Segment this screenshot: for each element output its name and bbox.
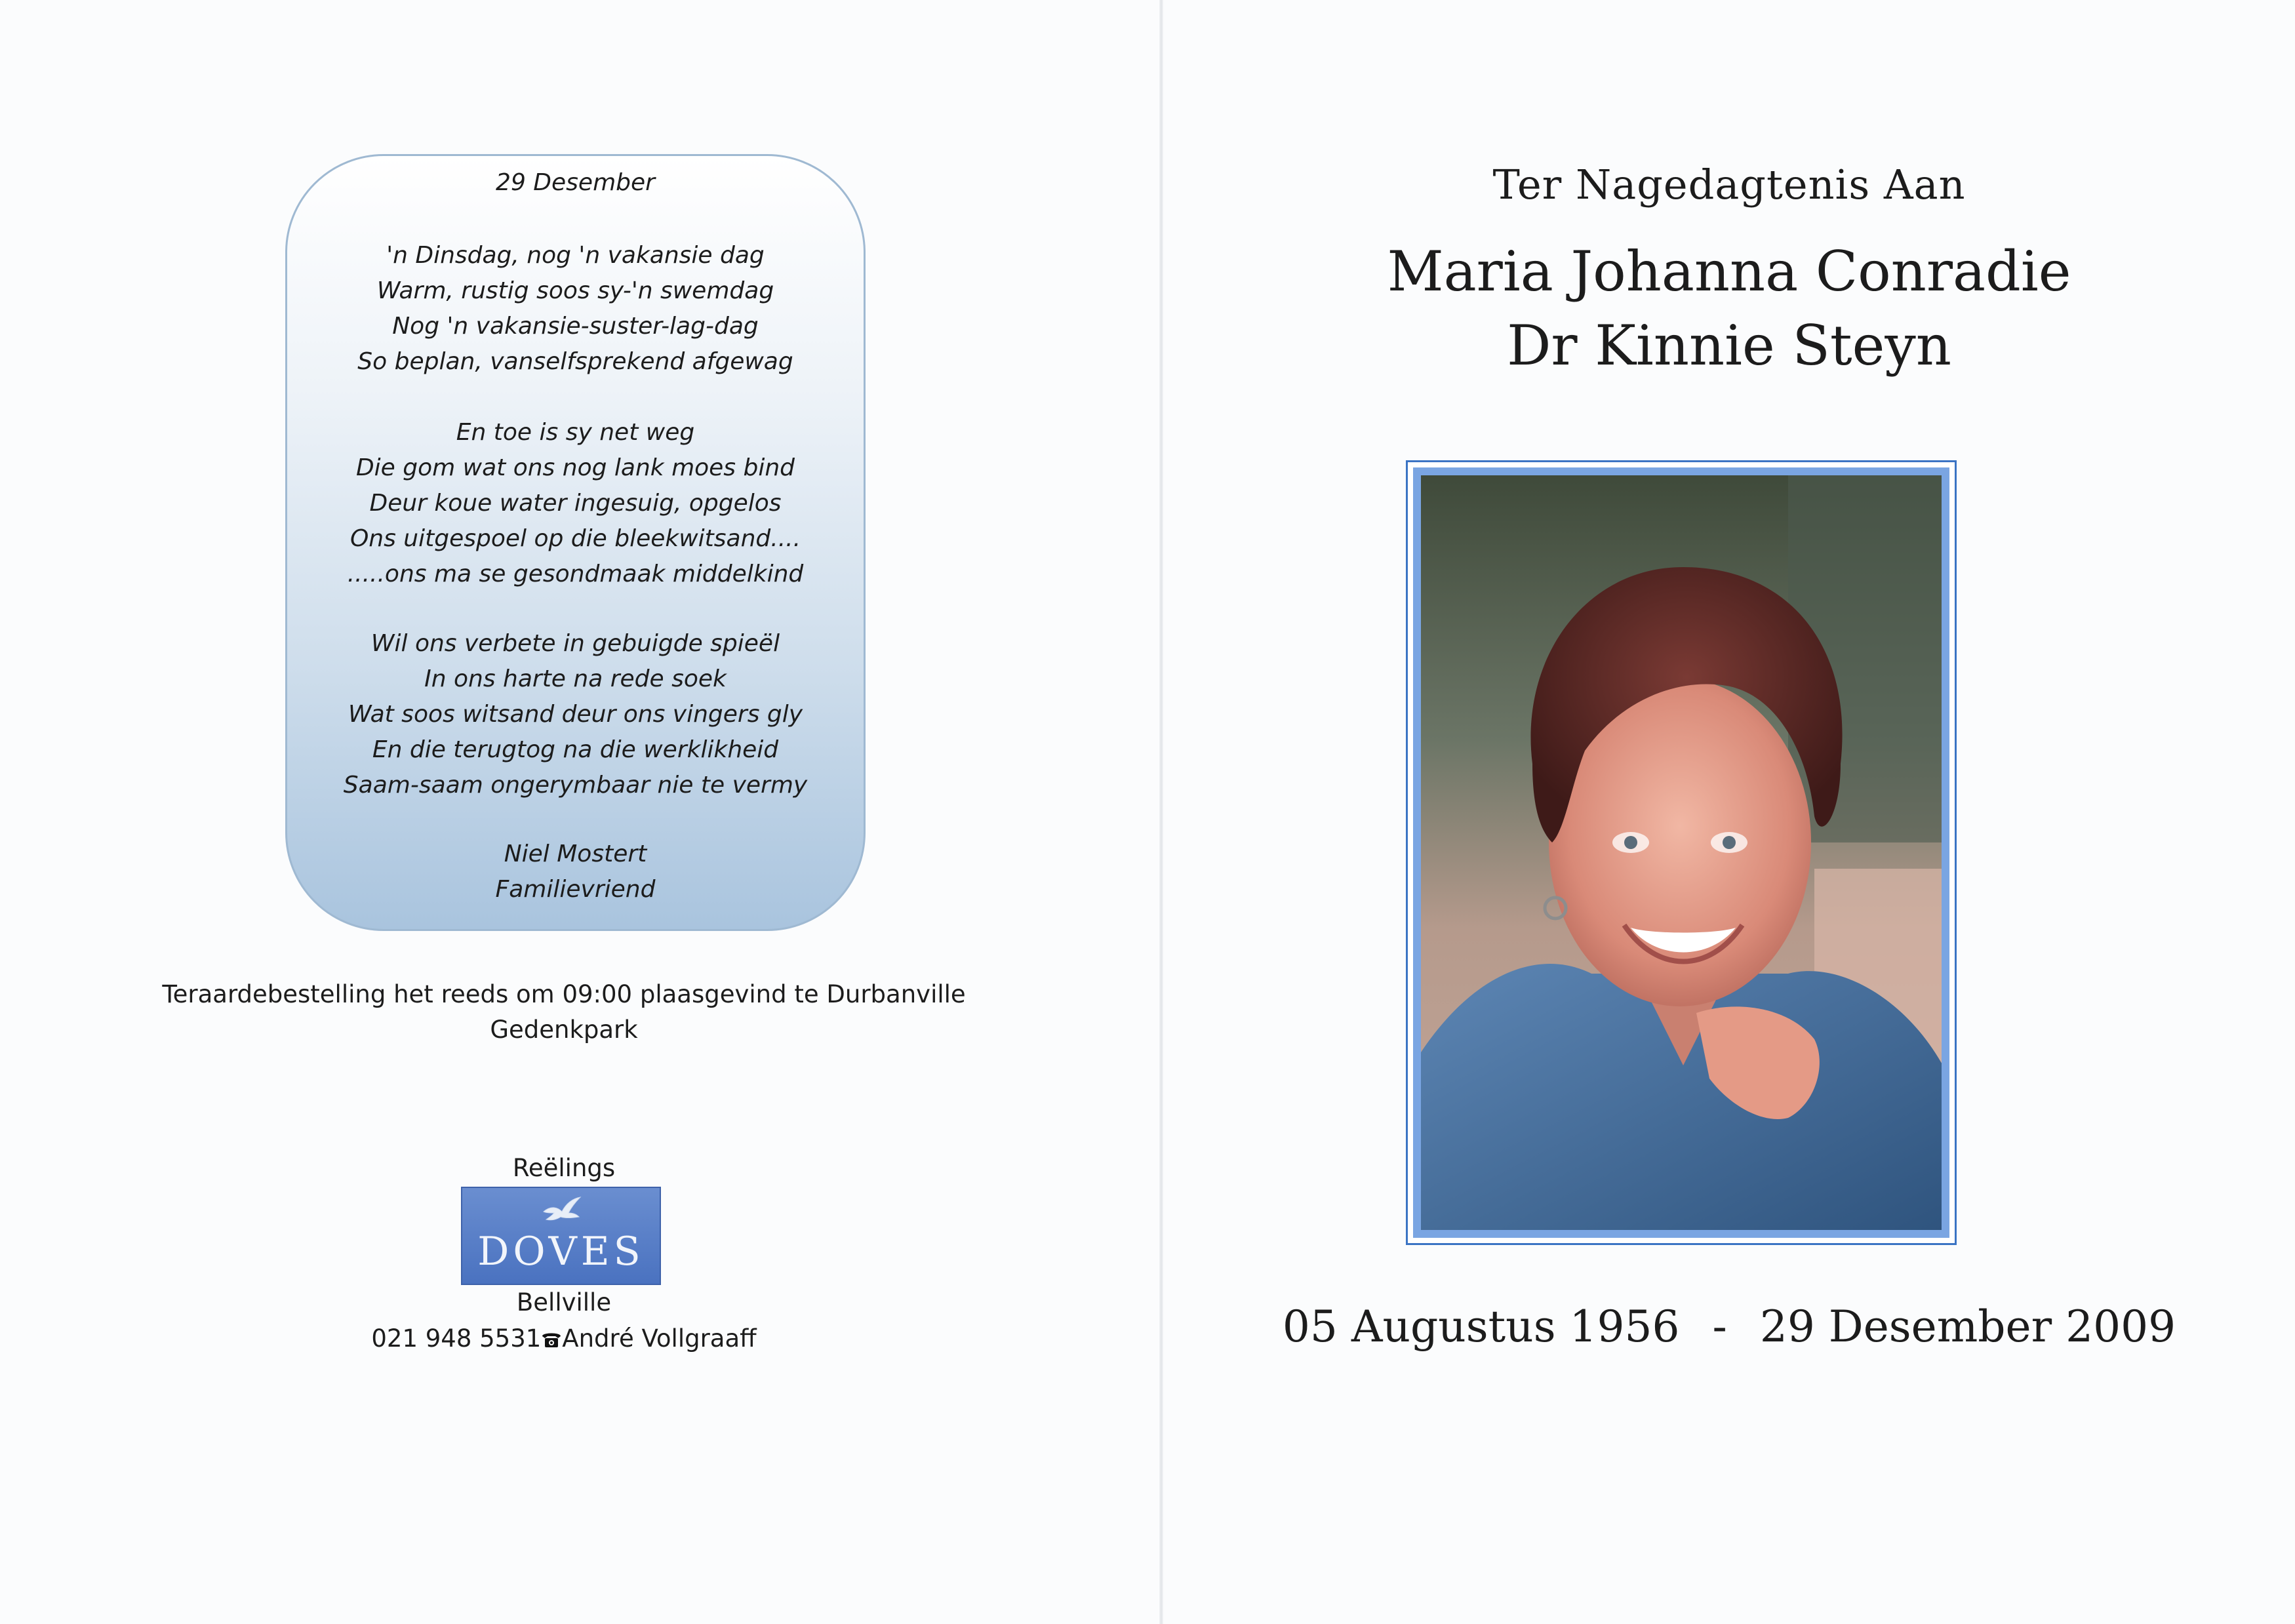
contact-name: André Vollgraaff xyxy=(562,1324,757,1353)
life-dates xyxy=(1163,1301,2295,1352)
portrait-frame xyxy=(1406,460,1957,1245)
poem-line: En die terugtog na die werklikheid xyxy=(372,736,779,763)
deceased-name-alias: Dr Kinnie Steyn xyxy=(1507,313,1951,378)
poem-title: 29 Desember xyxy=(496,169,655,196)
arrangements-contact xyxy=(328,1324,800,1355)
poem-line: Wat soos witsand deur ons vingers gly xyxy=(348,701,803,728)
arrangements-label: Reëlings xyxy=(512,1154,616,1182)
arrangements-branch: Bellville xyxy=(516,1288,612,1317)
poem-stanza-3 xyxy=(287,626,864,803)
poem-author-relation: Familievriend xyxy=(495,876,656,903)
burial-notice-line: Gedenkpark xyxy=(490,1016,638,1044)
poem-line: In ons harte na rede soek xyxy=(424,665,727,692)
poem-line: Saam-saam ongerymbaar nie te vermy xyxy=(343,772,808,799)
doves-logo-text: DOVES xyxy=(477,1229,645,1275)
doves-logo xyxy=(461,1187,661,1285)
burial-notice-line: Teraardebestelling het reeds om 09:00 plaasgevind te Durbanville xyxy=(162,980,966,1008)
deceased-name: Maria Johanna Conradie xyxy=(1387,239,2071,304)
birth-date: 05 Augustus 1956 xyxy=(1282,1301,1680,1352)
poem-line: Wil ons verbete in gebuigde spieël xyxy=(370,630,780,657)
poem-line: Deur koue water ingesuig, opgelos xyxy=(369,490,782,517)
telephone-icon xyxy=(541,1327,562,1355)
date-separator: - xyxy=(1712,1301,1727,1352)
poem-line: Ons uitgespoel op die bleekwitsand.... xyxy=(349,525,801,552)
poem-stanza-2 xyxy=(287,415,864,592)
dove-icon xyxy=(462,1193,660,1229)
poem-author: Niel Mostert xyxy=(504,841,647,867)
right-page xyxy=(1163,0,2295,1624)
poem-line: So beplan, vanselfsprekend afgewag xyxy=(357,348,793,375)
poem-box xyxy=(285,154,866,931)
poem-line: .....ons ma se gesondmaak middelkind xyxy=(347,561,804,587)
poem-line: Warm, rustig soos sy-'n swemdag xyxy=(376,277,774,304)
death-date: 29 Desember 2009 xyxy=(1759,1301,2176,1352)
contact-phone: 021 948 5531 xyxy=(371,1324,542,1353)
poem-line: En toe is sy net weg xyxy=(456,419,695,446)
portrait-photo xyxy=(1413,467,1949,1238)
poem-signature xyxy=(287,837,864,907)
poem-stanza-1 xyxy=(287,238,864,380)
poem-line: Nog 'n vakansie-suster-lag-dag xyxy=(392,313,759,340)
poem-line: 'n Dinsdag, nog 'n vakansie dag xyxy=(386,242,765,269)
poem-line: Die gom wat ons nog lank moes bind xyxy=(355,454,795,481)
memorial-heading: Ter Nagedagtenis Aan xyxy=(1492,161,1966,208)
burial-notice xyxy=(131,977,997,1048)
